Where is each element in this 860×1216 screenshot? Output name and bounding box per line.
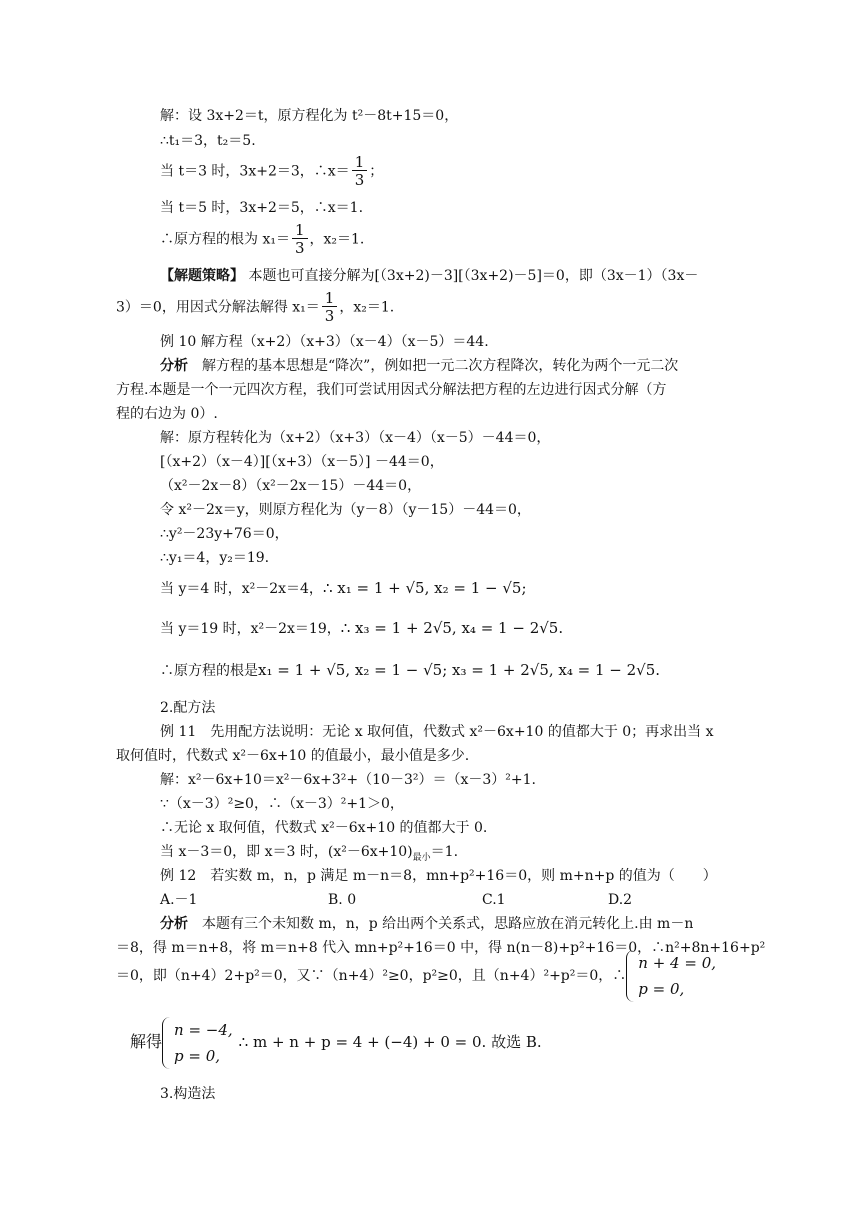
equation-system-2: n = −4, p = 0, <box>162 1017 233 1069</box>
option-c: C.1 <box>482 892 506 908</box>
analysis-10-line-3: 程的右边为 0）. <box>116 406 218 422</box>
option-d: D.2 <box>608 892 633 908</box>
solution-10-line-6: ∴y₁＝4，y₂＝19. <box>160 550 270 566</box>
analysis-12-line-2: ＝8，得 m＝n+8，将 m＝n+8 代入 mn+p²+16＝0 中，得 n(n－8)+p²+16＝0，∴n²+8n+16+p² <box>116 940 766 956</box>
solution-line-2: ∴t₁＝3，t₂＝5. <box>160 133 256 149</box>
solution-11-line-4: 当 x－3＝0，即 x＝3 时，$(x^2-6x+10)_{最小}=1$. <box>160 844 459 863</box>
solution-10-line-1: 解：原方程转化为（x+2）（x+3）（x－4）（x－5）－44＝0， <box>160 430 551 446</box>
solution-line-1: 解：设 3x+2＝t，原方程化为 t²－8t+15＝0， <box>160 108 459 124</box>
solution-11-line-3: ∴无论 x 取何值，代数式 x²－6x+10 的值都大于 0. <box>160 820 488 836</box>
solution-line-4: 当 t＝5 时，3x+2＝5，∴x＝1. <box>160 200 364 216</box>
example-11-line-2: 取何值时，代数式 x²－6x+10 的值最小，最小值是多少. <box>116 748 470 764</box>
solution-11-line-2: ∵（x－3）²≥0，∴（x－3）²+1＞0， <box>160 796 404 812</box>
analysis-10-line-1: 分析 解方程的基本思想是“降次”，例如把一元二次方程降次，转化为两个一元二次 <box>160 358 679 374</box>
analysis-label: 分析 <box>160 358 188 374</box>
roots-x3-x4: ∴ x₃ = 1 + 2√5, x₄ = 1 − 2√5. <box>340 619 564 637</box>
solution-10-line-4: 令 x²－2x＝y，则原方程化为（y－8）（y－15）－44＝0， <box>160 502 531 518</box>
option-a: A.－1 <box>160 892 198 908</box>
example-11-line-1: 例 11 先用配方法说明：无论 x 取何值，代数式 x²－6x+10 的值都大于 0；再求出当 x <box>160 724 714 740</box>
solution-12-line: 解得 n = −4, p = 0, ∴ m + n + p = 4 + (−4) + 0 = 0. 故选 B. <box>130 1012 542 1073</box>
fraction-one-third: $\frac{1}{3}$ <box>292 222 308 257</box>
section-3-title: 3.构造法 <box>160 1086 216 1102</box>
solution-line-5: ∴原方程的根为 x₁＝ $\frac{1}{3}$ ，x₂＝1. <box>160 221 365 257</box>
solution-10-line-9: ∴原方程的根是x₁ = 1 + √5, x₂ = 1 − √5; x₃ = 1 + 2√5, x₄ = 1 − 2√5. <box>160 661 661 679</box>
solution-10-line-2: [（x+2）（x－4）][（x+3）（x－5）] －44＝0， <box>160 454 444 470</box>
min-subscript: 最小 <box>412 852 431 863</box>
roots-x1-x2: ∴ x₁ = 1 + √5, x₂ = 1 − √5; <box>322 579 527 597</box>
strategy-label: 【解题策略】 <box>160 268 244 284</box>
analysis-label: 分析 <box>160 916 188 932</box>
fraction-one-third: $\frac{1}{3}$ <box>322 290 338 325</box>
equation-system-1: n + 4 = 0, p = 0, <box>626 950 716 1002</box>
example-10-title: 例 10 解方程（x+2）（x+3）（x－4）（x－5）＝44. <box>160 334 489 350</box>
solution-line-3: 当 t＝3 时，3x+2＝3，∴x＝ $\frac{1}{3}$ ； <box>160 153 384 189</box>
analysis-12-line-1: 分析 本题有三个未知数 m，n，p 给出两个关系式，思路应放在消元转化上.由 m－n <box>160 916 694 932</box>
line-3-text: 当 t＝3 时，3x+2＝3，∴x＝ <box>160 163 350 180</box>
section-2-title: 2.配方法 <box>160 700 216 716</box>
example-12-title: 例 12 若实数 m，n，p 满足 m－n＝8，mn+p²+16＝0，则 m+n+p 的值为（ ） <box>160 868 717 884</box>
solution-10-line-8: 当 y＝19 时，x²－2x＝19，∴ x₃ = 1 + 2√5, x₄ = 1 − 2√5. <box>160 619 564 637</box>
solution-10-line-7: 当 y＝4 时，x²－2x＝4，∴ x₁ = 1 + √5, x₂ = 1 − √5; <box>160 579 527 597</box>
sum-result: ∴ m + n + p = 4 + (−4) + 0 = 0. 故选 B. <box>238 1033 542 1051</box>
all-roots: x₁ = 1 + √5, x₂ = 1 − √5; x₃ = 1 + 2√5, x₄ = 1 − 2√5. <box>258 661 661 679</box>
analysis-10-line-2: 方程.本题是一个一元四次方程，我们可尝试用因式分解法把方程的左边进行因式分解（方 <box>116 382 667 398</box>
solution-10-line-5: ∴y²－23y+76＝0， <box>160 526 289 542</box>
strategy-line-1: 【解题策略】 本题也可直接分解为[（3x+2)－3][（3x+2)－5]＝0，即（3x－1）（3x－ <box>160 268 699 284</box>
solution-11-line-1: 解：x²－6x+10＝x²－6x+3²+（10－3²）＝（x－3）²+1. <box>160 772 536 788</box>
strategy-line-2: 3）＝0，用因式分解法解得 x₁＝ $\frac{1}{3}$ ，x₂＝1. <box>116 289 395 325</box>
fraction-one-third: $\frac{1}{3}$ <box>352 154 368 189</box>
option-b: B. 0 <box>328 892 357 908</box>
analysis-12-line-3: ＝0，即（n+4）2+p²＝0，又∵（n+4）²≥0，p²≥0，且（n+4）²+p²＝0，∴ n + 4 = 0, p = 0, <box>116 946 716 1006</box>
solution-10-line-3: （x²－2x－8）（x²－2x－15）－44＝0， <box>160 478 422 494</box>
